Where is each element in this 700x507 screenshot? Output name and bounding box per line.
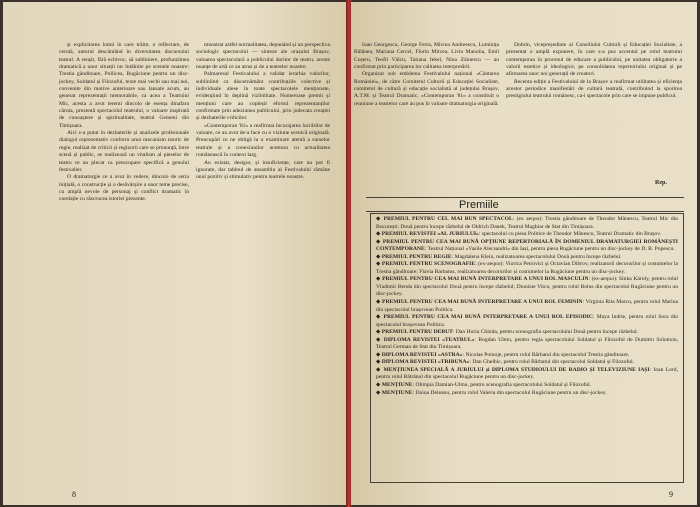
award-item (376, 216, 678, 231)
signature: Rep. (655, 180, 667, 186)
award-label: PREMIUL PENTRU CEA MAI BUNĂ INTERPRETARE A UNUI ROL EPISODIC (383, 314, 593, 321)
diamond-bullet-icon: ◆ (376, 253, 382, 260)
paragraph: și explicitarea lumii în care trăim, o reflectare, de cerută, autorul descântând în diversitatea discursului teatral. A reușit, fără echivoc, să subliniere, profunzimea dramatică a unor situații rar întâlnite pe scenele noastre: Trestia gânditoare, Pollicea, Rugăciune pentru un disc-jockey, Soldatul și Filozoful, texte mai vechi sau mai noi, convenite din motive anterioare sau lansate acum, au generat reprezentații memorabile, ca acea a Teatrului Mic, acesta a avut teremi dincolo de esența dinafara căruia, prezentă spectacolul teatrului, o valoare inspirată de cunoaștere și spiritualitate, teatrul Gemeni din Timișoara. (59, 42, 189, 129)
award-label: DIPLOMA REVISTEI «TEATRUL» (383, 336, 475, 343)
award-label: PREMIUL PENTRU SCENOGRAFIE (381, 261, 476, 268)
award-item (376, 337, 678, 352)
award-separator: : (512, 216, 517, 222)
paragraph: Ioan Georgescu, George Ferra, Mircea Andreescu, Luminița Bălănea, Mariana Cercel, Florin Mircea, Liviu Manolia, Emil Coșeru, Teofil Vâlcu, Tatiana Iekel, Nina Zăinescu — au confirmat prin participarea lor calitatea interpretării. (354, 42, 499, 71)
award-separator: : (592, 314, 597, 321)
award-item (376, 276, 678, 299)
award-text: Magdalena Klein, realizatoarea spectacolului Două pentru începe răzbelul. (454, 253, 622, 260)
diamond-bullet-icon: ◆ (376, 261, 382, 268)
award-text: Dan Horia Chinda, pentru scenografia spectacolului Două pentru începe răzbelul. (455, 329, 639, 336)
right-page-column-2 (506, 42, 682, 101)
paragraph: «Contemporan '81» a reafirmat încurajarea lucrărilor de valoare, ce au avut de-a face cu o viziune scenică originală. Preocupări ce ne obligă la o examinare atentă a surselor teatrale și a conexiunilor acestora cu actualitatea românească în context larg. (196, 122, 330, 159)
award-label: MENȚIUNE (381, 389, 413, 396)
diamond-bullet-icon: ◆ (376, 216, 384, 222)
award-item (376, 382, 678, 390)
awards-top-rule (366, 197, 684, 198)
left-page-column-1 (59, 42, 189, 204)
award-label: DIPLOMA REVISTEI «TRIBUNA» (381, 359, 470, 366)
award-label: PREMIUL PENTRU CEA MAI BUNĂ INTERPRETARE A UNUI ROL MASCULIN (382, 276, 589, 283)
right-page-number: 9 (669, 490, 673, 499)
award-text: Dan Ghelbic, pentru rolul Bărbatul din spectacolul Soldatul și Filozoful. (472, 359, 635, 366)
award-item (376, 390, 678, 398)
diamond-bullet-icon: ◆ (376, 299, 383, 306)
award-text: Ioan Lord, pentru rolul Bătrânul din spectacolul Rugăciune pentru un disc-jockey. (376, 366, 678, 381)
award-text: Maya Indrie, pentru rolul Sora din spectacolul brașovean Politica. (376, 314, 678, 328)
award-text: (ex-aequo): Sinka Károly, pentru rolul Vladimir Benda din spectacolul Două pentru începe răzbelul; Dionisie Vitcu, pentru rolul Bolus din spectacolul Rugăciune pentru un disc-jockey. (376, 276, 678, 298)
award-item (376, 359, 678, 367)
award-item (376, 231, 678, 239)
award-label: DIPLOMA REVISTEI «ASTRA» (381, 351, 463, 358)
award-text: spectacolul cu piesa Politice de Theodor Mănescu, Teatrul Dramatic din Brașov. (481, 231, 662, 238)
award-separator: : (412, 382, 416, 389)
award-label: MENȚIUNE (381, 382, 413, 389)
award-label: PREMIUL PENTRU DEBUT (381, 329, 453, 336)
award-text: Doina Deleanu, pentru rolul Valeria din spectacolul Rugăciune pentru un disc-jockey. (415, 389, 607, 396)
diamond-bullet-icon: ◆ (376, 366, 384, 373)
right-page-column-1 (354, 42, 499, 108)
award-separator: : (451, 253, 455, 260)
award-label: PREMIUL PENTRU CEA MAI BUNĂ INTERPRETARE A UNUI ROL FEMININ (382, 299, 583, 306)
awards-box (370, 213, 684, 483)
award-text: Nicolae Pomoje, pentru rolul Bărbatul din spectacolul Trestia gânditoare. (465, 351, 630, 358)
diamond-bullet-icon: ◆ (376, 336, 384, 343)
paragraph: Aici s-a putut în dezbaterile și analizele profesionale dialogul reprezentativ conform unui mecanism istoric de regie, realizat de criticii și regizorii care se pronunță, între scenă și public, se realizează un vitalism al pieselor de teatru ce au plecat ca preocupare specifică a genului festivalier. (59, 130, 189, 173)
diamond-bullet-icon: ◆ (376, 359, 382, 366)
award-text: (ex-aequo): Viorica Petrovici și Octavian Dibrov, realizatorii decorurilor și costumelor la Trestia gânditoare; Flavia Barbatus, realizatoarea decorurilor și costumelor la Rugăciune pentru un disc-jockey. (376, 261, 678, 275)
left-page-column-2 (196, 42, 330, 182)
award-separator: : (469, 359, 473, 366)
paragraph: Dobrin, vicepreședinte al Consiliului Culturii și Educației Socialiste, a prezentat o amplă expunere, în care s-a pus accentul pe rolul teatrului contemporan în procesul de educare a publicului, pe unitatea obligatorie a valorii estetice și ideologice, pe consolidarea repertoriului original și pe afirmarea unor noi generații de creatori. (506, 42, 682, 78)
diamond-bullet-icon: ◆ (376, 238, 383, 245)
award-item (376, 299, 678, 314)
award-label: PREMIUL REVISTEI «AL JURIULUI» (381, 231, 479, 238)
award-separator: : (452, 329, 456, 336)
award-text: Olimpia Damian-Ulmu, pentru scenografia spectacolului Soldatul și Filozoful. (415, 382, 592, 389)
award-separator: : (412, 389, 416, 396)
diamond-bullet-icon: ◆ (376, 382, 382, 389)
award-item (376, 329, 678, 337)
award-separator: : (424, 246, 428, 253)
award-item (376, 261, 678, 276)
award-separator: : (582, 299, 586, 306)
award-text: (ex aequo): Trestia gânditoare de Theodor Mănescu, Teatrul Mic din București; Două pentru începe răzbelul de Oldrich Danek, Teatrul Maghiar de Stat din Timișoara. (376, 216, 678, 230)
award-item (376, 367, 678, 382)
award-separator: : (588, 276, 592, 283)
award-label: MENȚIUNEA SPECIALĂ A JURIULUI și DIPLOMA STUDIOULUI DE RADIO ȘI TELEVIZIUNE IAȘI (383, 366, 650, 373)
award-item (376, 314, 678, 329)
award-label: PREMIUL PENTRU CEA MAI BUNĂ OPȚIUNE REPERTORIALĂ ÎN DOMENIUL DRAMATURGIEI ROMÂNEȘTI CONTEMPORANE (376, 238, 678, 253)
award-text: Teatrul Național «Vasile Alecsandri» din Iași, pentru piesa Rugăciune pentru un disc-jockey de D. R. Popescu. (427, 246, 675, 253)
award-text: Bogdan Ulmu, pentru regia spectacolului Soldatul și Filozoful de Dumitru Solomon, Teatrul German de Stat din Timișoara. (376, 336, 678, 351)
award-separator: : (462, 351, 466, 358)
paragraph: monstrat astfel normalitatea, depunând și un perspectiva sociologic spectacolul — sinteze ale orașului Brașov, valoarea spectaculară a publicului doritor de teatru, aceste nuanțe de artă ce au atras și de a teatrelor noastre. (196, 42, 330, 71)
awards-title: Premiile (459, 199, 499, 211)
left-page (3, 2, 347, 505)
left-page-number: 8 (72, 490, 76, 499)
paragraph: O dramaturgie ce a avut în vedere, dincolo de seria inițială, o construcție și o desăvârșire a unor teme precise, cu amplă nevoie de personaj și conflict dramatic în corelație cu răscrucea istoriei prezente. (59, 174, 189, 203)
award-separator: : (649, 366, 654, 373)
diamond-bullet-icon: ◆ (376, 351, 382, 358)
award-text: Virginia Rita Marcu, pentru rolul Marina din spectacolul brașovean Politica. (376, 299, 678, 313)
diamond-bullet-icon: ◆ (376, 314, 384, 321)
diamond-bullet-icon: ◆ (376, 231, 382, 238)
award-label: PREMIUL PENTRU REGIE (381, 253, 452, 260)
award-item (376, 239, 678, 254)
awards-title-rule (366, 211, 684, 212)
award-label: PREMIUL PENTRU CEL MAI BUN SPECTACOL (383, 216, 513, 222)
paragraph: Organizat sub emblema Festivalului național «Cântarea României», de către Comitetul Culturii și Educației Socialiste, comitetul de cultură și educație socialistă al județului Brașov, A.T.M. și Teatrul Dramatic, «Contemporan '81» a constituit o reuniune a teatrelor care au pus în valoare dramaturgia originală. (354, 71, 499, 107)
diamond-bullet-icon: ◆ (376, 329, 382, 336)
diamond-bullet-icon: ◆ (376, 389, 382, 396)
award-separator: : (478, 231, 482, 238)
diamond-bullet-icon: ◆ (376, 276, 383, 283)
paragraph: Palmaresul Festivalului a validat ierarhia valorilor, subliniind ca discernământ contribuțiile colective și individuale alese în toate spectacolele menționate, evidențiind în deplină vizibilitate. Numeroase premii și mențiuni care au copleșit efortul reprezentanților confirmate prin adeziunea publicului, prin judecata creației și dezbaterile criticilor. (196, 71, 330, 122)
paragraph: Recenta ediție a Festivalului de la Brașov a reafirmat utilitatea și eficiența acestor periodice manifestări de cultură teatrală, contribuind la sporirea prestigiului teatrului românesc, ca-i spectacole prin care se impune publicul. (506, 78, 682, 100)
award-separator: : (475, 261, 479, 268)
awards-list (376, 216, 678, 480)
paragraph: Au existat, desigur, și insuficiențe, care nu pot fi ignorate, dar tabloul de ansamblu al Festivalului rămâne unul pozitiv și stimulativ pentru teatrele noastre. (196, 159, 330, 181)
award-separator: : (474, 336, 479, 343)
